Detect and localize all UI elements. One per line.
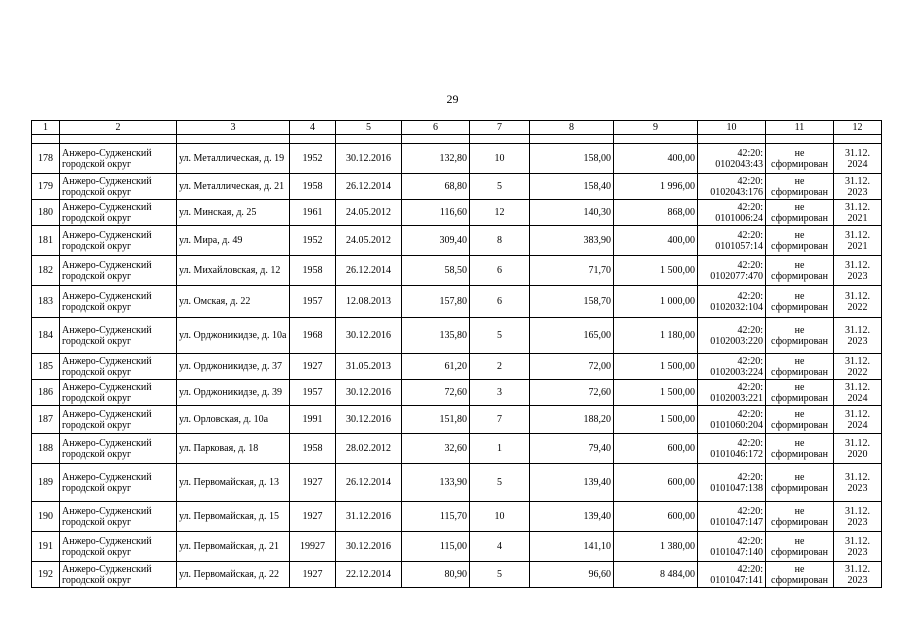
cell-address: ул. Первомайская, д. 22 [177, 562, 290, 588]
cell-apartments: 5 [470, 464, 530, 502]
cell-cost: 400,00 [614, 144, 698, 174]
cell-apartments: 4 [470, 532, 530, 562]
cell-total-area: 158,40 [530, 174, 614, 200]
cell-municipality: Анжеро-Судженский городской округ [60, 434, 177, 464]
cell-date: 30.12.2016 [336, 532, 402, 562]
cell-deadline: 31.12. 2022 [834, 286, 882, 318]
cell-area: 133,90 [402, 464, 470, 502]
cell-land-status: не сформирован [766, 200, 834, 226]
cell-municipality: Анжеро-Судженский городской округ [60, 380, 177, 406]
cell-total-area: 140,30 [530, 200, 614, 226]
cell-land-status: не сформирован [766, 562, 834, 588]
column-header: 9 [614, 121, 698, 135]
cell-cadastral-number: 42:20: 0101046:172 [698, 434, 766, 464]
cell-row-number: 183 [32, 286, 60, 318]
table-row [32, 144, 882, 174]
housing-registry-table [31, 120, 882, 588]
cell-cost: 600,00 [614, 434, 698, 464]
table-row [32, 226, 882, 256]
table-row [32, 532, 882, 562]
cell-land-status: не сформирован [766, 434, 834, 464]
column-header: 6 [402, 121, 470, 135]
cell-cadastral-number: 42:20: 0101047:138 [698, 464, 766, 502]
column-header: 3 [177, 121, 290, 135]
spacer-row [32, 135, 882, 144]
cell-date: 24.05.2012 [336, 226, 402, 256]
cell-municipality: Анжеро-Судженский городской округ [60, 286, 177, 318]
cell-address: ул. Михайловская, д. 12 [177, 256, 290, 286]
cell-address: ул. Минская, д. 25 [177, 200, 290, 226]
cell-area: 115,00 [402, 532, 470, 562]
cell-address: ул. Орджоникидзе, д. 10а [177, 318, 290, 354]
cell-date: 30.12.2016 [336, 318, 402, 354]
cell-municipality: Анжеро-Судженский городской округ [60, 406, 177, 434]
cell-row-number: 182 [32, 256, 60, 286]
cell-apartments: 6 [470, 256, 530, 286]
table-row [32, 256, 882, 286]
cell-land-status: не сформирован [766, 354, 834, 380]
cell-cost: 1 180,00 [614, 318, 698, 354]
cell-deadline: 31.12. 2023 [834, 502, 882, 532]
column-header: 10 [698, 121, 766, 135]
cell-apartments: 5 [470, 562, 530, 588]
table-row [32, 200, 882, 226]
cell-address: ул. Орджоникидзе, д. 39 [177, 380, 290, 406]
cell-cost: 1 500,00 [614, 380, 698, 406]
cell-cadastral-number: 42:20: 0102003:224 [698, 354, 766, 380]
cell-cost: 1 380,00 [614, 532, 698, 562]
cell-cost: 1 500,00 [614, 406, 698, 434]
cell-area: 115,70 [402, 502, 470, 532]
cell-cost: 600,00 [614, 502, 698, 532]
cell-area: 80,90 [402, 562, 470, 588]
cell-row-number: 184 [32, 318, 60, 354]
cell-cadastral-number: 42:20: 0101047:147 [698, 502, 766, 532]
cell-address: ул. Парковая, д. 18 [177, 434, 290, 464]
cell-area: 61,20 [402, 354, 470, 380]
cell-build-year: 1958 [290, 434, 336, 464]
cell-apartments: 7 [470, 406, 530, 434]
cell-deadline: 31.12. 2023 [834, 532, 882, 562]
cell-build-year: 1952 [290, 226, 336, 256]
cell-cadastral-number: 42:20: 0102003:221 [698, 380, 766, 406]
cell-cost: 868,00 [614, 200, 698, 226]
cell-date: 24.05.2012 [336, 200, 402, 226]
cell-build-year: 1958 [290, 174, 336, 200]
table-row [32, 406, 882, 434]
cell-land-status: не сформирован [766, 144, 834, 174]
spacer-cell [766, 135, 834, 144]
cell-date: 30.12.2016 [336, 144, 402, 174]
cell-apartments: 6 [470, 286, 530, 318]
cell-deadline: 31.12. 2023 [834, 256, 882, 286]
cell-municipality: Анжеро-Судженский городской округ [60, 502, 177, 532]
cell-row-number: 191 [32, 532, 60, 562]
spacer-cell [402, 135, 470, 144]
cell-land-status: не сформирован [766, 226, 834, 256]
cell-row-number: 181 [32, 226, 60, 256]
cell-build-year: 1968 [290, 318, 336, 354]
cell-deadline: 31.12. 2023 [834, 464, 882, 502]
cell-build-year: 1927 [290, 562, 336, 588]
cell-land-status: не сформирован [766, 532, 834, 562]
cell-cost: 8 484,00 [614, 562, 698, 588]
table-row [32, 318, 882, 354]
cell-total-area: 72,60 [530, 380, 614, 406]
cell-municipality: Анжеро-Судженский городской округ [60, 318, 177, 354]
spacer-cell [177, 135, 290, 144]
cell-deadline: 31.12. 2020 [834, 434, 882, 464]
cell-address: ул. Орджоникидзе, д. 37 [177, 354, 290, 380]
column-header: 1 [32, 121, 60, 135]
spacer-cell [336, 135, 402, 144]
cell-total-area: 71,70 [530, 256, 614, 286]
column-header: 11 [766, 121, 834, 135]
cell-total-area: 96,60 [530, 562, 614, 588]
cell-municipality: Анжеро-Судженский городской округ [60, 562, 177, 588]
cell-land-status: не сформирован [766, 286, 834, 318]
cell-cost: 1 500,00 [614, 256, 698, 286]
spacer-cell [32, 135, 60, 144]
cell-deadline: 31.12. 2024 [834, 380, 882, 406]
cell-address: ул. Омская, д. 22 [177, 286, 290, 318]
cell-address: ул. Мира, д. 49 [177, 226, 290, 256]
cell-cadastral-number: 42:20: 0102043:43 [698, 144, 766, 174]
cell-cost: 1 996,00 [614, 174, 698, 200]
cell-address: ул. Металлическая, д. 21 [177, 174, 290, 200]
column-header: 4 [290, 121, 336, 135]
column-header: 7 [470, 121, 530, 135]
cell-area: 132,80 [402, 144, 470, 174]
cell-build-year: 1952 [290, 144, 336, 174]
cell-cost: 400,00 [614, 226, 698, 256]
cell-deadline: 31.12. 2024 [834, 406, 882, 434]
cell-municipality: Анжеро-Судженский городской округ [60, 226, 177, 256]
cell-build-year: 1927 [290, 502, 336, 532]
spacer-cell [614, 135, 698, 144]
cell-total-area: 141,10 [530, 532, 614, 562]
cell-deadline: 31.12. 2023 [834, 318, 882, 354]
cell-land-status: не сформирован [766, 318, 834, 354]
cell-apartments: 5 [470, 174, 530, 200]
cell-date: 31.12.2016 [336, 502, 402, 532]
cell-date: 22.12.2014 [336, 562, 402, 588]
cell-date: 28.02.2012 [336, 434, 402, 464]
cell-address: ул. Орловская, д. 10а [177, 406, 290, 434]
cell-land-status: не сформирован [766, 256, 834, 286]
cell-row-number: 188 [32, 434, 60, 464]
cell-deadline: 31.12. 2022 [834, 354, 882, 380]
column-header: 12 [834, 121, 882, 135]
cell-apartments: 2 [470, 354, 530, 380]
cell-cost: 600,00 [614, 464, 698, 502]
spacer-cell [290, 135, 336, 144]
column-number-row [32, 121, 882, 135]
cell-address: ул. Первомайская, д. 13 [177, 464, 290, 502]
cell-total-area: 139,40 [530, 464, 614, 502]
cell-area: 68,80 [402, 174, 470, 200]
table-row [32, 434, 882, 464]
cell-deadline: 31.12. 2021 [834, 200, 882, 226]
cell-area: 72,60 [402, 380, 470, 406]
spacer-cell [834, 135, 882, 144]
cell-land-status: не сформирован [766, 174, 834, 200]
cell-land-status: не сформирован [766, 464, 834, 502]
cell-deadline: 31.12. 2021 [834, 226, 882, 256]
cell-area: 151,80 [402, 406, 470, 434]
cell-area: 157,80 [402, 286, 470, 318]
cell-land-status: не сформирован [766, 502, 834, 532]
cell-build-year: 1961 [290, 200, 336, 226]
cell-cadastral-number: 42:20: 0101047:141 [698, 562, 766, 588]
cell-row-number: 192 [32, 562, 60, 588]
column-header: 2 [60, 121, 177, 135]
cell-municipality: Анжеро-Судженский городской округ [60, 532, 177, 562]
cell-row-number: 179 [32, 174, 60, 200]
cell-row-number: 178 [32, 144, 60, 174]
cell-apartments: 10 [470, 502, 530, 532]
table-row [32, 380, 882, 406]
cell-total-area: 72,00 [530, 354, 614, 380]
cell-build-year: 1991 [290, 406, 336, 434]
cell-area: 32,60 [402, 434, 470, 464]
cell-municipality: Анжеро-Судженский городской округ [60, 174, 177, 200]
cell-date: 31.05.2013 [336, 354, 402, 380]
cell-date: 26.12.2014 [336, 256, 402, 286]
cell-total-area: 383,90 [530, 226, 614, 256]
cell-municipality: Анжеро-Судженский городской округ [60, 354, 177, 380]
table-row [32, 354, 882, 380]
cell-municipality: Анжеро-Судженский городской округ [60, 256, 177, 286]
cell-cost: 1 500,00 [614, 354, 698, 380]
cell-area: 309,40 [402, 226, 470, 256]
spacer-cell [470, 135, 530, 144]
table-row [32, 464, 882, 502]
cell-apartments: 10 [470, 144, 530, 174]
cell-cadastral-number: 42:20: 0102003:220 [698, 318, 766, 354]
cell-total-area: 139,40 [530, 502, 614, 532]
table-body [32, 121, 882, 588]
page-number: 29 [446, 92, 459, 106]
cell-cadastral-number: 42:20: 0102077:470 [698, 256, 766, 286]
cell-land-status: не сформирован [766, 406, 834, 434]
cell-total-area: 165,00 [530, 318, 614, 354]
cell-apartments: 8 [470, 226, 530, 256]
cell-cadastral-number: 42:20: 0101047:140 [698, 532, 766, 562]
cell-date: 12.08.2013 [336, 286, 402, 318]
cell-row-number: 185 [32, 354, 60, 380]
cell-cadastral-number: 42:20: 0101060:204 [698, 406, 766, 434]
cell-deadline: 31.12. 2024 [834, 144, 882, 174]
cell-build-year: 1927 [290, 464, 336, 502]
table-row [32, 174, 882, 200]
cell-build-year: 1957 [290, 380, 336, 406]
cell-cadastral-number: 42:20: 0101057:14 [698, 226, 766, 256]
cell-area: 116,60 [402, 200, 470, 226]
cell-build-year: 1927 [290, 354, 336, 380]
column-header: 8 [530, 121, 614, 135]
table-row [32, 562, 882, 588]
cell-cost: 1 000,00 [614, 286, 698, 318]
table-row [32, 286, 882, 318]
cell-build-year: 1958 [290, 256, 336, 286]
cell-date: 26.12.2014 [336, 464, 402, 502]
cell-municipality: Анжеро-Судженский городской округ [60, 464, 177, 502]
cell-row-number: 180 [32, 200, 60, 226]
cell-area: 58,50 [402, 256, 470, 286]
cell-deadline: 31.12. 2023 [834, 562, 882, 588]
cell-row-number: 189 [32, 464, 60, 502]
cell-total-area: 79,40 [530, 434, 614, 464]
cell-address: ул. Металлическая, д. 19 [177, 144, 290, 174]
spacer-cell [530, 135, 614, 144]
cell-apartments: 12 [470, 200, 530, 226]
cell-total-area: 188,20 [530, 406, 614, 434]
cell-address: ул. Первомайская, д. 15 [177, 502, 290, 532]
cell-total-area: 158,70 [530, 286, 614, 318]
cell-address: ул. Первомайская, д. 21 [177, 532, 290, 562]
cell-apartments: 1 [470, 434, 530, 464]
cell-date: 30.12.2016 [336, 380, 402, 406]
cell-date: 30.12.2016 [336, 406, 402, 434]
cell-deadline: 31.12. 2023 [834, 174, 882, 200]
cell-date: 26.12.2014 [336, 174, 402, 200]
cell-cadastral-number: 42:20: 0102032:104 [698, 286, 766, 318]
cell-municipality: Анжеро-Судженский городской округ [60, 200, 177, 226]
table-row [32, 502, 882, 532]
cell-cadastral-number: 42:20: 0101006:24 [698, 200, 766, 226]
cell-total-area: 158,00 [530, 144, 614, 174]
cell-municipality: Анжеро-Судженский городской округ [60, 144, 177, 174]
cell-row-number: 187 [32, 406, 60, 434]
cell-build-year: 1957 [290, 286, 336, 318]
spacer-cell [698, 135, 766, 144]
cell-land-status: не сформирован [766, 380, 834, 406]
cell-apartments: 5 [470, 318, 530, 354]
cell-area: 135,80 [402, 318, 470, 354]
cell-cadastral-number: 42:20: 0102043:176 [698, 174, 766, 200]
cell-row-number: 190 [32, 502, 60, 532]
column-header: 5 [336, 121, 402, 135]
cell-build-year: 19927 [290, 532, 336, 562]
cell-row-number: 186 [32, 380, 60, 406]
cell-apartments: 3 [470, 380, 530, 406]
spacer-cell [60, 135, 177, 144]
